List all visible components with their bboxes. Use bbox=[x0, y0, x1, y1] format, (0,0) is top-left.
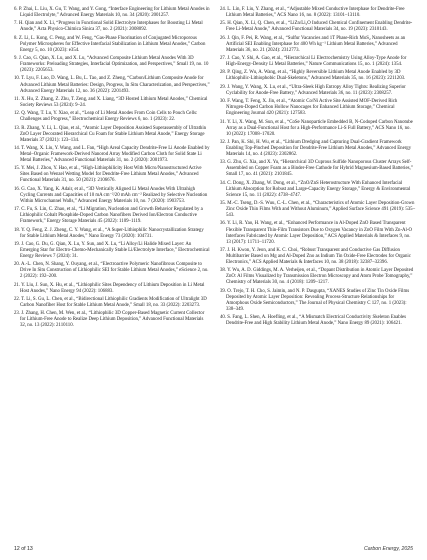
reference-entry: 35. M.-C. Tseng, D.-S. Wuu, C.-L. Chen, et al., “Characteristics of Atomic Layer Deposition-Grown Zinc Oxide Thin Films With and Without Aluminum,” Applied Surface Science 491 (2019): 535–543. bbox=[220, 201, 416, 219]
journal-year: , 2025 bbox=[398, 546, 413, 552]
reference-entry: 32. J. Pan, K. Shi, H. Wu, et al., “Lithium Dredging and Capturing Dual-Gradient Framework Enabling Top-Pinched Deposition for Dendrite-Free Lithium Metal Anodes,” Advanced Energy Materials 14, no. 4 (2023): 2302862. bbox=[220, 139, 412, 157]
page-number: 12 of 13 bbox=[14, 546, 33, 552]
reference-entry: 16. G. Cao, X. Yang, K. Adair, et al., “3D Vertically Aligned Li Metal Anodes With Ultrahigh Cycling Currents and Capacities of 10 mA cm⁻²/20 mAh cm⁻² Realized by Selective Nucleation Within Microchannel Walls,” Advanced Energy Materials 10, no. 7 (2020): 1903753. bbox=[14, 186, 208, 204]
reference-entry: 10. T. Lyu, F. Luo, D. Wang, L. Bu, L. Tao, and Z. Zheng, “Carbon/Lithium Composite Anode for Advanced Lithium Metal Batteries: Design, Progress, In Situ Characterization, and Perspectives,” Advanced Energy Materials 12, no. 36 (2022): 2201493. bbox=[14, 76, 210, 94]
journal-citation bbox=[364, 546, 413, 552]
reference-entry: 29. J. Wang, Y. Wang, X. Lu, et al., “Ultra-Sleek High Entropy Alloy Tights: Realizing Superior Cyclability for Anode-Free Battery,” Advanced Materials 36, no. 11 (2023): 2308257. bbox=[220, 84, 406, 96]
reference-entry: 7. H. Qian and X. Li, “Progress in Functional Solid Electrolyte Interphases for Boosting Li Metal Anode,” Acta Physico-Chimica Sinica 37, no. 2 (2021): 2008092. bbox=[14, 21, 203, 33]
reference-entry: 31. Y. Li, X. Wang, M. Sun, et al., “CoSe Nanoparticle Embedded B, N-Codoped Carbon Nanotube Array as a Dual-Functional Host for a High-Performance Li-S Full Battery,” ACS Nano 16, no. 10 (2022): 17008–17020. bbox=[220, 119, 413, 137]
reference-entry: 28. P. Qing, Z. Wu, A. Wang, et al., “Highly Reversible Lithium Metal Anode Enabled by 3D Lithiophilic-Lithiophobic Dual-Skeletons,” Advanced Materials 35, no. 16 (2023): 2211203. bbox=[220, 70, 406, 82]
reference-entry: 15. Y. Mei, J. Zhou, Y. Hao, et al., “High-Lithiophilicity Host With Micro/Nanostructured Active Sites Based on Wenzel Wetting Model for Dendrite-Free Lithium Metal Anodes,” Advanced Functional Materials 31, no. 50 (2021): 2106676. bbox=[14, 166, 202, 184]
reference-entry: 11. X. Hu, Z. Zhang, Z. Zhu, T. Zeng, and X. Liang, “3D Hosted Lithium Metal Anodes,” Chemical Society Reviews 53 (2024): 9–24. bbox=[14, 96, 208, 108]
reference-entry: 22. T. Li, S. Gu, L. Chen, et al., “Bidirectional Lithiophilic Gradients Modification of Ultralight 3D Carbon Nanofiber Host for Stable Lithium Metal Anode,” Small 18, no. 33 (2022): 2203273. bbox=[14, 296, 207, 309]
reference-entry: 9. J. Cao, G. Qian, X. Lu, and X. Lu, “Advanced Composite Lithium Metal Anodes With 3D Frameworks: Preloading Strategies, Interfacial Optimization, and Perspectives,” Small 19, no. 10 (2023): 2205653. bbox=[14, 56, 209, 74]
reference-entry: 25. H. Qian, X. Li, Q. Chen, et al., “LiZn/Li₂O Induced Chemical Confinement Enabling Dendrite-Free Li-Metal Anode,” Advanced Functional Materials 34, no. 19 (2023): 2310143. bbox=[220, 21, 413, 33]
reference-entry: 17. C. Fu, S. Lin, C. Zhao, et al., “Li Migration, Nucleation and Growth Behavior Regulated by a Lithiophilic Cobalt Phosphide-Doped Carbon Nanofibers Derived Ion/Electron Conductive Framework,” Energy Storage Materials 45 (2022): 1109–1119. bbox=[14, 207, 203, 225]
reference-entry: 37. J. H. Kwon, Y. Jeon, and K. C. Choi, “Robust Transparent and Conductive Gas Diffusion Multibarrier Based on Mg and Al-Doped Zno as Indium Tin Oxide-Free Electrodes for Organic Electronics,” ACS Applied Materials & Interfaces 10, no. 38 (2018): 32387–32396. bbox=[220, 247, 411, 265]
reference-entry: 36. Y. Li, R. Yao, H. Wang, et al., “Enhanced Performance in Al-Doped ZnO Based Transparent Flexible Transparent Thin-Film Transistors Due to Oxygen Vacancy in ZnO Film With Zn-Al-O Interfaces Fabricated by Atomic Layer Deposition,” ACS Applied Materials & Interfaces 9, no. 13 (2017): 11711–11720. bbox=[220, 221, 413, 245]
reference-entry: 20. A.-L. Chen, N. Shang, Y. Ouyang, et al., “Electroactive Polymeric Nanofibrous Composite to Drive In Situ Construction of Lithiophilic SEI for Stable Lithium Metal Anodes,” eScience 2, no. 2 (2022): 192–200. bbox=[14, 262, 209, 280]
references-column-right bbox=[220, 7, 416, 329]
reference-entry: 23. J. Zhang, H. Chen, M. Wen, et al., “Lithiophilic 3D Copper-Based Magnetic Current Collector for Lithium-Free Anode to Realize Deep Lithium Deposition,” Advanced Functional Materials 32, no. 13 (2022): 2110110. bbox=[14, 311, 205, 329]
reference-entry: 19. J. Cao, G. Du, G. Qian, X. Lu, Y. Sun, and X. Lu, “Li Alloy/Li Halide Mixed Layer: An Emerging Star for Electro-Chemo-Mechanically Stable Li/Electrolyte Interface,” Electrochemical Energy Reviews 7 (2024): 31. bbox=[14, 241, 210, 259]
reference-entry: 14. T. Wang, X. Liu, Y. Wang, and L. Fan, “High Areal Capacity Dendrite-Free Li Anode Enabled by Metal–Organic Framework-Derived Nanorod Array Modified Carbon Cloth for Solid State Li Metal Batteries,” Advanced Functional Materials 31, no. 2 (2020): 2001973. bbox=[14, 145, 210, 164]
reference-entry: 18. Y. Q. Feng, Z. J. Zheng, C. Y. Wang, et al., “A Super-Lithiophilic Nanocrystallization Strategy for Stable Lithium Metal Anodes,” Nano Energy 73 (2020): 104731. bbox=[14, 227, 204, 239]
reference-entry: 6. P. Zhai, L. Liu, X. Gu, T. Wang, and Y. Gong, “Interface Engineering for Lithium Metal Anodes in Liquid Electrolyte,” Advanced Energy Materials 10, no. 34 (2020): 2001257. bbox=[14, 7, 210, 19]
reference-entry: 24. L. Lin, F. Liu, Y. Zhang, et al., “Adjustable Mixed Conductive Interphase for Dendrite-Free Lithium Metal Batteries,” ACS Nano 16, no. 8 (2022): 13101–13110. bbox=[220, 7, 405, 19]
reference-entry: 34. C. Dong, X. Zhang, W. Dong, et al., “ZnO/ZnS Heterostructure With Enhanced Interfacial Lithium Absorption for Robust and Large-Capacity Energy Storage,” Energy & Environmental Science 15, no. 11 (2022): 4738–4747. bbox=[220, 180, 411, 198]
reference-entry: 30. F. Wang, T. Feng, X. Jin, et al., “Atomic Co/Ni Active Site Assisted MOF-Derived Rich Nitrogen-Doped Carbon Hollow Nanocages for Enhanced Lithium Storage,” Chemical Engineering Journal 420 (2021): 127583. bbox=[220, 99, 398, 117]
reference-entry: 39. O. Trejo, T. H. Cho, S. Jaimin, and N. P. Dasgupta, “XANES Studies of Zinc Tin Oxide Films Deposited by Atomic Layer Deposition: Revealing Process-Structure Relationships for Amorphous Oxide Semiconductors,” The Journal of Physical Chemistry C 127, no. 1 (2023): 338–349. bbox=[220, 288, 410, 312]
reference-entry: 33. G. Zhu, G. Xia, and X. Yu, “Hierarchical 3D Cuprous Sulfide Nanoporous Cluster Arrays Self-Assembled on Copper Foam as a Binder-Free Cathode for Hybrid Magnesium-Based Batteries,” Small 17, no. 41 (2021): 2101845. bbox=[220, 160, 413, 178]
references-column-left bbox=[14, 7, 210, 332]
reference-entry: 40. S. Fang, L. Shen, A. Hoefling, et al., “A Mismatch Electrical Conductivity Skeleton Enables Dendrite-Free and High Stability Lithium Metal Anode,” Nano Energy 89 (2021): 106421. bbox=[220, 315, 407, 327]
reference-entry: 8. Z. Li, L. Kong, C. Peng, and W. Feng, “Gas-Phase Fluorination of Conjugated Microporous Polymer Microspheres for Effective Interfacial Stabilization in Lithium Metal Anodes,” Carbon Energy 5, no. 10 (2023): e354. bbox=[14, 35, 206, 53]
reference-entry: 38. Y. Wu, A. D. Giddings, M. A. Verheijen, et al., “Dopant Distribution in Atomic Layer Deposited ZnO: Al Films Visualized by Transmission Electron Microscopy and Atom Probe Tomography,” Chemistry of Materials 30, no. 4 (2018): 1209–1217. bbox=[220, 268, 414, 286]
reference-entry: 21. Y. Liu, J. Sun, X. Hu, et al., “Lithiophilic Sites Dependency of Lithium Deposition in Li Metal Host Anodes,” Nano Energy 94 (2022): 106883. bbox=[14, 282, 205, 294]
page-footer bbox=[14, 546, 413, 554]
journal-name: Carbon Energy bbox=[364, 546, 399, 552]
reference-entry: 27. J. Cao, Y. Shi, A. Gao, et al., “Hierarchical Li Electrochemistry Using Alloy-Type Anode for High-Energy-Density Li Metal Batteries,” Nature Communications 15, no. 1 (2024): 1354. bbox=[220, 56, 407, 68]
reference-entry: 26. J. Qin, F. Pei, R. Wang, et al., “Sulfur Vacancies and 1T Phase-Rich MoS₂ Nanosheets as an Artificial SEI Enabling Interphase for 400 Wh kg⁻¹ Lithium Metal Batteries,” Advanced Materials 36, no. 21 (2024): 2312773. bbox=[220, 35, 406, 53]
reference-entry: 13. R. Zhang, Y. Li, L. Qiao, et al., “Atomic Layer Deposition Assisted Superassembly of Ultrathin ZnO Layer Decorated Hierarchical Cu Foam for Stable Lithium Metal Anode,” Energy Storage Materials 37 (2021): 123–134. bbox=[14, 125, 207, 143]
reference-entry: 12. Q. Wang, T. Lu, Y. Xiao, et al., “Leap of Li Metal Anodes From Coin Cells to Pouch Cells: Challenges and Progress,” Electrochemical Energy Reviews 6, no. 1 (2023): 22. bbox=[14, 111, 198, 123]
